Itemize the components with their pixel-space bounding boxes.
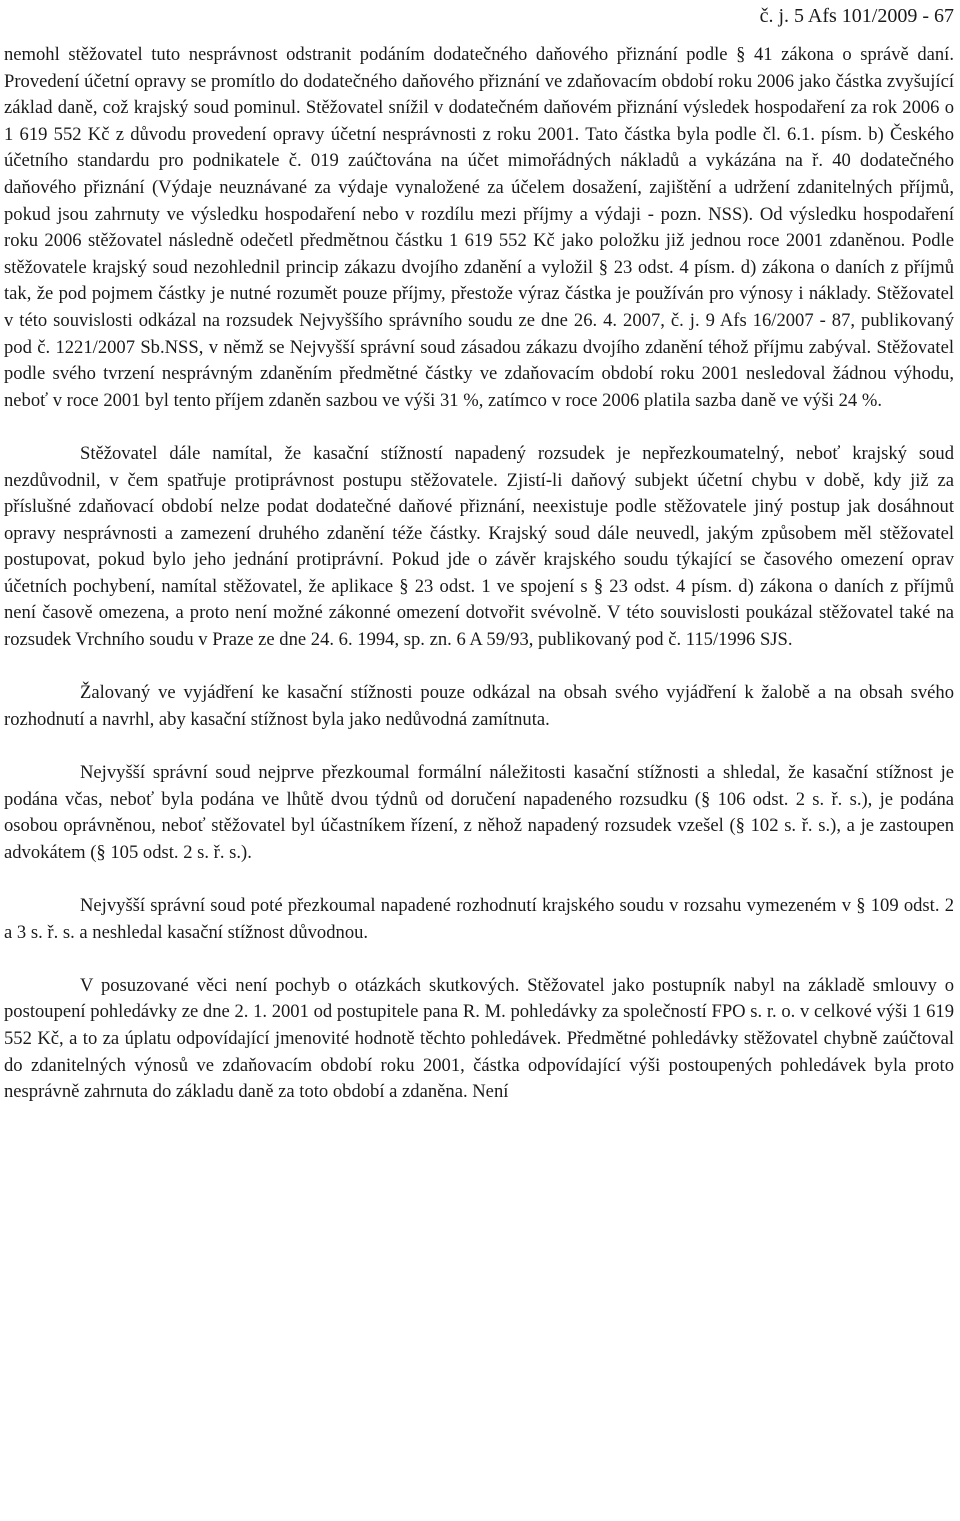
paragraph-1: nemohl stěžovatel tuto nesprávnost odstranit podáním dodatečného daňového přiznání podle § 41 zákona o správě daní. Provedení účetní opravy se promítlo do dodatečného daňového přiznání ve zdaňovacím období roku 2006 jako částka zvyšující základ daně, což krajský soud pominul. Stěžovatel snížil v dodatečném daňovém přiznání výsledek hospodaření za rok 2006 o 1 619 552 Kč z důvodu provedení opravy účetní nesprávnosti z roku 2001. Tato částka byla podle čl. 6.1. písm. b) Českého účetního standardu pro podnikatele č. 019 zaúčtována na účet mimořádných nákladů a vykázána na ř. 40 dodatečného daňového přiznání (Výdaje neuznávané za výdaje vynaložené za účelem dosažení, zajištění a udržení zdanitelných příjmů, pokud jsou zahrnuty ve výsledku hospodaření nebo v rozdílu mezi příjmy a výdaji - pozn. NSS). Od výsledku hospodaření roku 2006 stěžovatel následně odečetl předmětnou částku 1 619 552 Kč jako položku již jednou roce 2001 zdaněnou. Podle stěžovatele krajský soud nezohlednil princip zákazu dvojího zdanění a vyložil § 23 odst. 4 písm. d) zákona o daních z příjmů tak, že pod pojmem částky je nutné rozumět pouze příjmy, přestože výraz částka je používán pro výnosy i náklady. Stěžovatel v této souvislosti odkázal na rozsudek Nejvyššího správního soudu ze dne 26. 4. 2007, č. j. 9 Afs 16/2007 - 87, publikovaný pod č. 1221/2007 Sb.NSS, v němž se Nejvyšší správní soud zásadou zákazu dvojího zdanění téhož příjmu zabýval. Stěžovatel podle svého tvrzení nesprávným zdaněním předmětné částky ve zdaňovacím období roku 2001 nesledoval žádnou výhodu, neboť v roce 2001 byl tento příjem zdaněn sazbou ve výši 31 %, zatímco v roce 2006 platila sazba daně ve výši 24 %.: [4, 44, 954, 411]
case-reference: č. j. 5 Afs 101/2009 - 67: [759, 5, 954, 27]
paragraph-2: Stěžovatel dále namítal, že kasační stížností napadený rozsudek je nepřezkoumatelný, neboť krajský soud nezdůvodnil, v čem spatřuje protiprávnost postupu stěžovatele. Zjistí-li daňový subjekt účetní chybu v době, kdy již za příslušné zdaňovací období nelze podat dodatečné daňové přiznání, neexistuje podle stěžovatele jiný postup jak dosáhnout opravy nesprávnosti a zamezení druhého zdanění téže částky. Krajský soud dále neuvedl, jakým způsobem měl stěžovatel postupovat, pokud bylo jeho jednání protiprávní. Pokud jde o závěr krajského soudu týkající se časového omezení oprav účetních pochybení, namítal stěžovatel, že aplikace § 23 odst. 1 ve spojení s § 23 odst. 4 písm. d) zákona o daních z příjmů není časově omezena, a proto není možné zákonné omezení dotvořit svévolně. V této souvislosti poukázal stěžovatel také na rozsudek Vrchního soudu v Praze ze dne 24. 6. 1994, sp. zn. 6 A 59/93, publikovaný pod č. 115/1996 SJS.: [4, 442, 954, 651]
paragraph-3: Žalovaný ve vyjádření ke kasační stížnosti pouze odkázal na obsah svého vyjádření k žalobě a na obsah svého rozhodnutí a navrhl, aby kasační stížnost byla jako nedůvodná zamítnuta.: [4, 682, 954, 730]
document-body: [4, 42, 954, 1132]
paragraph-6: V posuzované věci není pochyb o otázkách skutkových. Stěžovatel jako postupník nabyl na základě smlouvy o postoupení pohledávky ze dne 2. 1. 2001 od postupitele pana R. M. pohledávky za společností FPO s. r. o. v celkové výši 1 619 552 Kč, a to za úplatu odpovídající jmenovité hodnotě těchto pohledávek. Předmětné pohledávky stěžovatel chybně zaúčtoval do zdanitelných výnosů ve zdaňovacím období roku 2001, částka odpovídající výši postoupených pohledávek byla proto nesprávně zahrnuta do základu daně za toto období a zdaněna. Není: [4, 974, 954, 1103]
paragraph-4: Nejvyšší správní soud nejprve přezkoumal formální náležitosti kasační stížnosti a shledal, že kasační stížnost je podána včas, neboť byla podána ve lhůtě dvou týdnů od doručení napadeného rozsudku (§ 106 odst. 2 s. ř. s.), je podána osobou oprávněnou, neboť stěžovatel byl účastníkem řízení, z něhož napadený rozsudek vzešel (§ 102 s. ř. s.), a je zastoupen advokátem (§ 105 odst. 2 s. ř. s.).: [4, 762, 954, 863]
paragraph-5: Nejvyšší správní soud poté přezkoumal napadené rozhodnutí krajského soudu v rozsahu vymezeném v § 109 odst. 2 a 3 s. ř. s. a neshledal kasační stížnost důvodnou.: [4, 895, 954, 943]
